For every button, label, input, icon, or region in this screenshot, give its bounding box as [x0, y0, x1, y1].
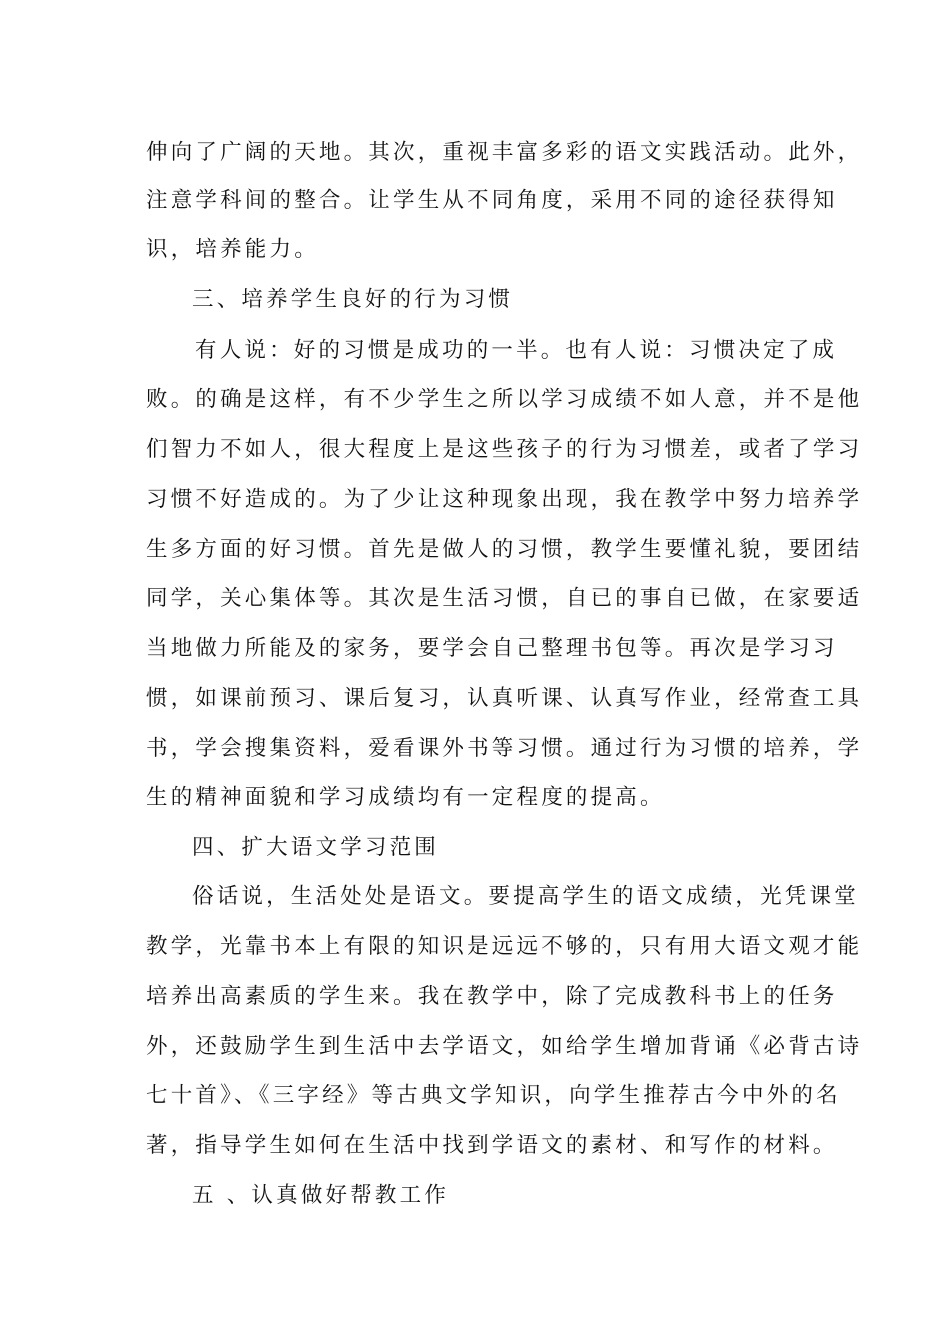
text-line: 书，学会搜集资料，爱看课外书等习惯。通过行为习惯的培养，学 — [146, 736, 863, 761]
text-line: 培养出高素质的学生来。我在教学中，除了完成教科书上的任务 — [146, 984, 838, 1009]
text-line: 习惯不好造成的。为了少让这种现象出现，我在教学中努力培养学 — [146, 487, 863, 512]
section-heading: 五 、认真做好帮教工作 — [192, 1183, 450, 1208]
text-line: 七十首》、《三字经》等古典文学知识，向学生推荐古今中外的名 — [146, 1083, 841, 1108]
text-line: 生的精神面貌和学习成绩均有一定程度的提高。 — [146, 785, 665, 810]
text-line: 伸向了广阔的天地。其次，重视丰富多彩的语文实践活动。此外， — [146, 140, 863, 165]
text-line: 当地做力所能及的家务，要学会自己整理书包等。再次是学习习 — [146, 636, 838, 661]
section-heading: 四、扩大语文学习范围 — [192, 835, 440, 860]
text-line: 注意学科间的整合。让学生从不同角度，采用不同的途径获得知 — [146, 188, 838, 213]
text-line: 识，培养能力。 — [146, 237, 319, 262]
text-line: 惯，如课前预习、课后复习，认真听课、认真写作业，经常查工具 — [146, 686, 863, 711]
text-line: 俗话说，生活处处是语文。要提高学生的语文成绩，光凭课堂 — [192, 884, 859, 909]
text-line: 外，还鼓励学生到生活中去学语文，如给学生增加背诵《必背古诗 — [146, 1034, 863, 1059]
text-line: 败。的确是这样，有不少学生之所以学习成绩不如人意，并不是他 — [146, 387, 863, 412]
text-line: 生多方面的好习惯。首先是做人的习惯，教学生要懂礼貌，要团结 — [146, 537, 863, 562]
text-line: 同学，关心集体等。其次是生活习惯，自已的事自已做，在家要适 — [146, 586, 863, 611]
text-line: 著，指导学生如何在生活中找到学语文的素材、和写作的材料。 — [146, 1133, 838, 1158]
text-line: 有人说：好的习惯是成功的一半。也有人说：习惯决定了成 — [195, 338, 838, 363]
section-heading: 三、培养学生良好的行为习惯 — [192, 287, 514, 312]
text-line: 教学，光靠书本上有限的知识是远远不够的，只有用大语文观才能 — [146, 934, 863, 959]
text-line: 们智力不如人，很大程度上是这些孩子的行为习惯差，或者了学习 — [146, 437, 863, 462]
